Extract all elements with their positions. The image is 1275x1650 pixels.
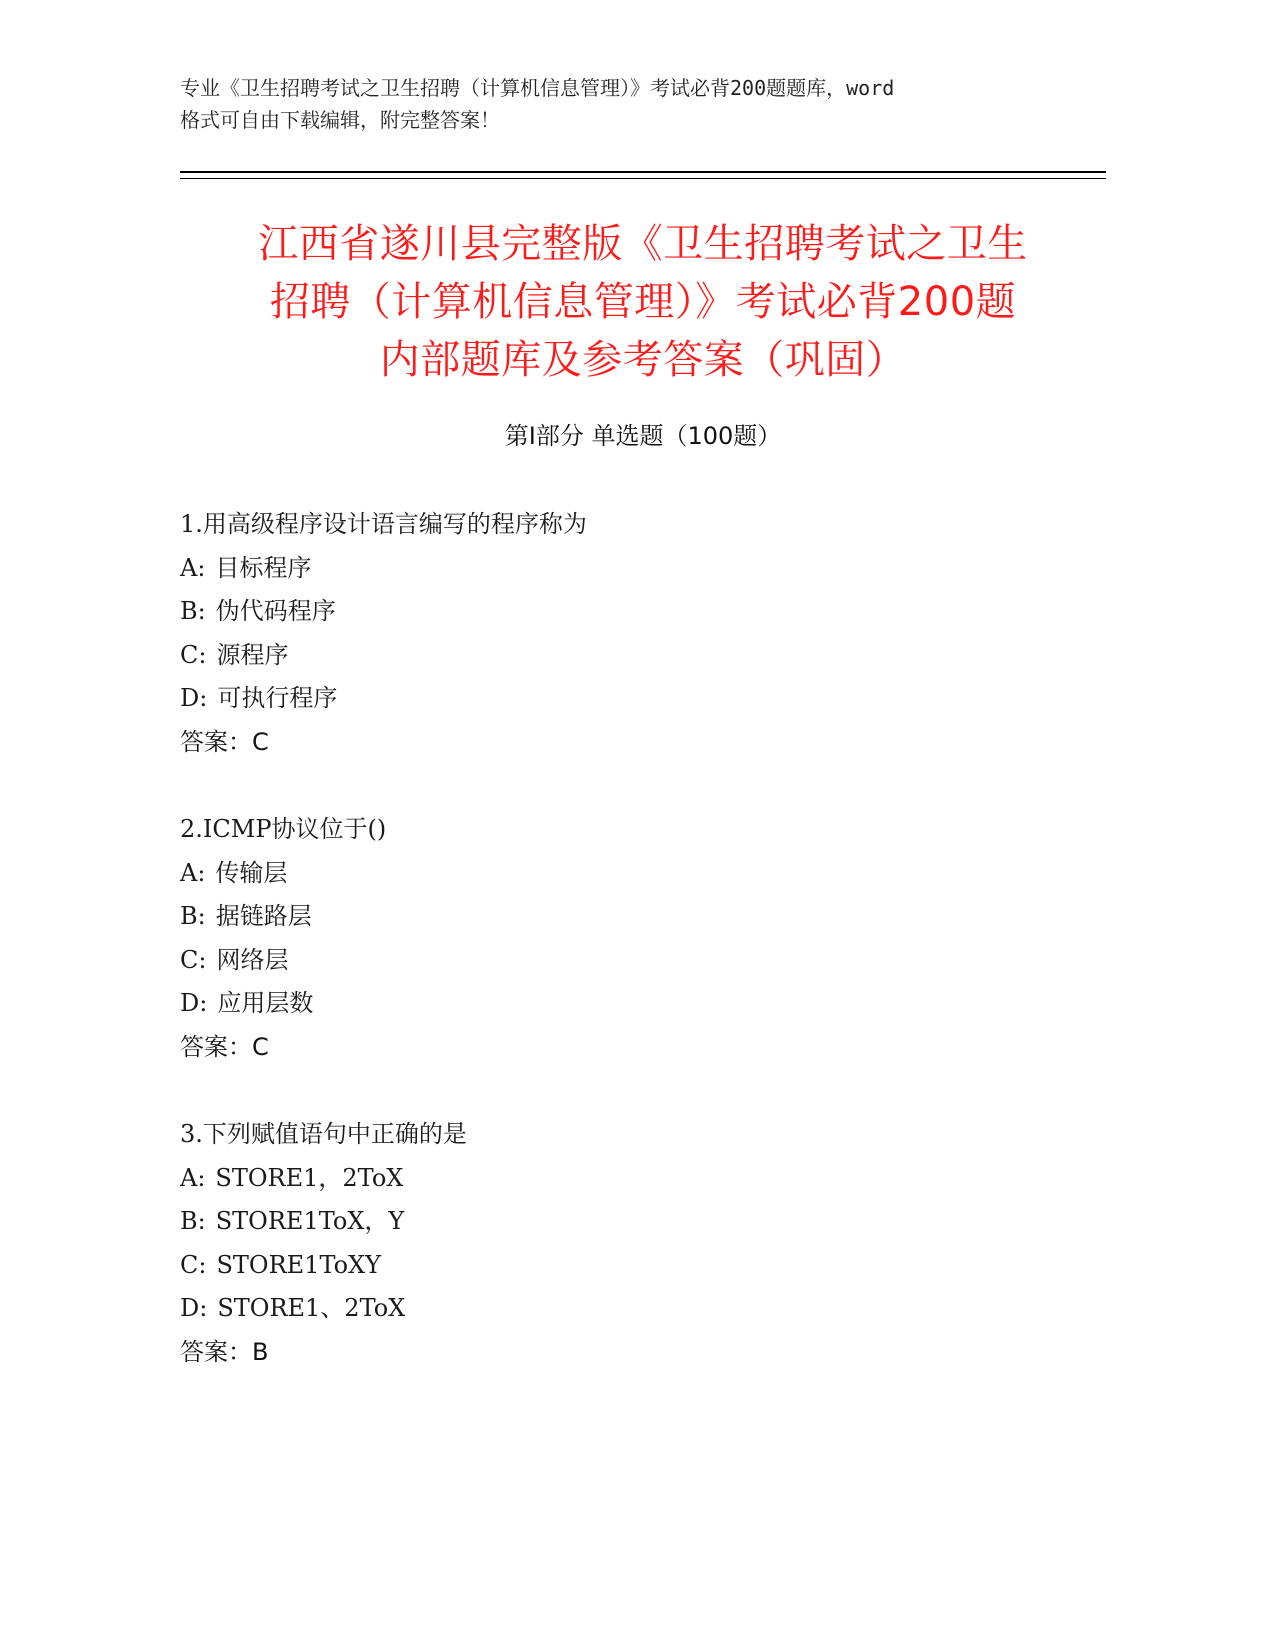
option-text: STORE1，2ToX [215,1163,404,1192]
header-note-line-2: 格式可自由下载编辑，附完整答案！ [180,108,500,132]
question-2 [180,808,1080,1069]
option-label: D: [180,684,208,712]
option-text: 伪代码程序 [215,597,336,625]
option-text: 应用层数 [217,989,314,1017]
option-label: A: [180,1163,206,1192]
option-label: C: [180,1250,207,1279]
section-heading: 第Ⅰ部分 单选题（100题） [504,422,782,450]
question-3 [180,1113,1080,1374]
document-title-line-2: 招聘（计算机信息管理）》考试必背200题 [269,279,1017,325]
document-title [180,215,1106,389]
option-label: D: [180,989,208,1017]
option-label: C: [180,640,207,669]
header-divider-thin [180,178,1106,179]
option-b [180,590,1080,634]
option-a [180,852,1080,896]
option-text: STORE1ToX，Y [215,1207,405,1235]
option-label: B: [180,1207,206,1235]
answer: 答案：C [180,727,269,756]
option-text: 据链路层 [215,902,312,930]
answer: 答案：B [180,1337,269,1366]
header-note [180,72,1080,136]
option-text: 传输层 [215,858,288,887]
option-c [180,1244,1080,1288]
option-b [180,1200,1080,1244]
document-title-line-1: 江西省遂川县完整版《卫生招聘考试之卫生 [258,221,1028,267]
option-text: 网络层 [216,945,289,974]
question-stem: 3.下列赋值语句中正确的是 [180,1120,467,1148]
option-label: D: [180,1294,208,1322]
option-label: A: [180,858,206,887]
header-note-line-1: 专业《卫生招聘考试之卫生招聘（计算机信息管理）》考试必背200题题库，word [180,76,895,100]
option-d [180,1287,1080,1331]
question-stem: 2.ICMP协议位于() [180,815,387,843]
option-text: 可执行程序 [217,684,338,712]
option-label: B: [180,597,206,625]
question-stem: 1.用高级程序设计语言编写的程序称为 [180,510,587,538]
option-c [180,939,1080,983]
option-d [180,677,1080,721]
option-a [180,1157,1080,1201]
option-label: A: [180,553,206,582]
option-a [180,547,1080,591]
option-d [180,982,1080,1026]
document-title-line-3: 内部题库及参考答案（巩固） [379,337,907,383]
option-label: B: [180,902,206,930]
option-b [180,895,1080,939]
option-c [180,634,1080,678]
question-1 [180,503,1080,764]
option-text: STORE1、2ToX [217,1294,406,1322]
option-label: C: [180,945,207,974]
option-text: 源程序 [216,640,289,669]
header-divider-thick [180,171,1106,173]
option-text: 目标程序 [215,553,312,582]
option-text: STORE1ToXY [216,1250,381,1279]
answer: 答案：C [180,1032,269,1061]
